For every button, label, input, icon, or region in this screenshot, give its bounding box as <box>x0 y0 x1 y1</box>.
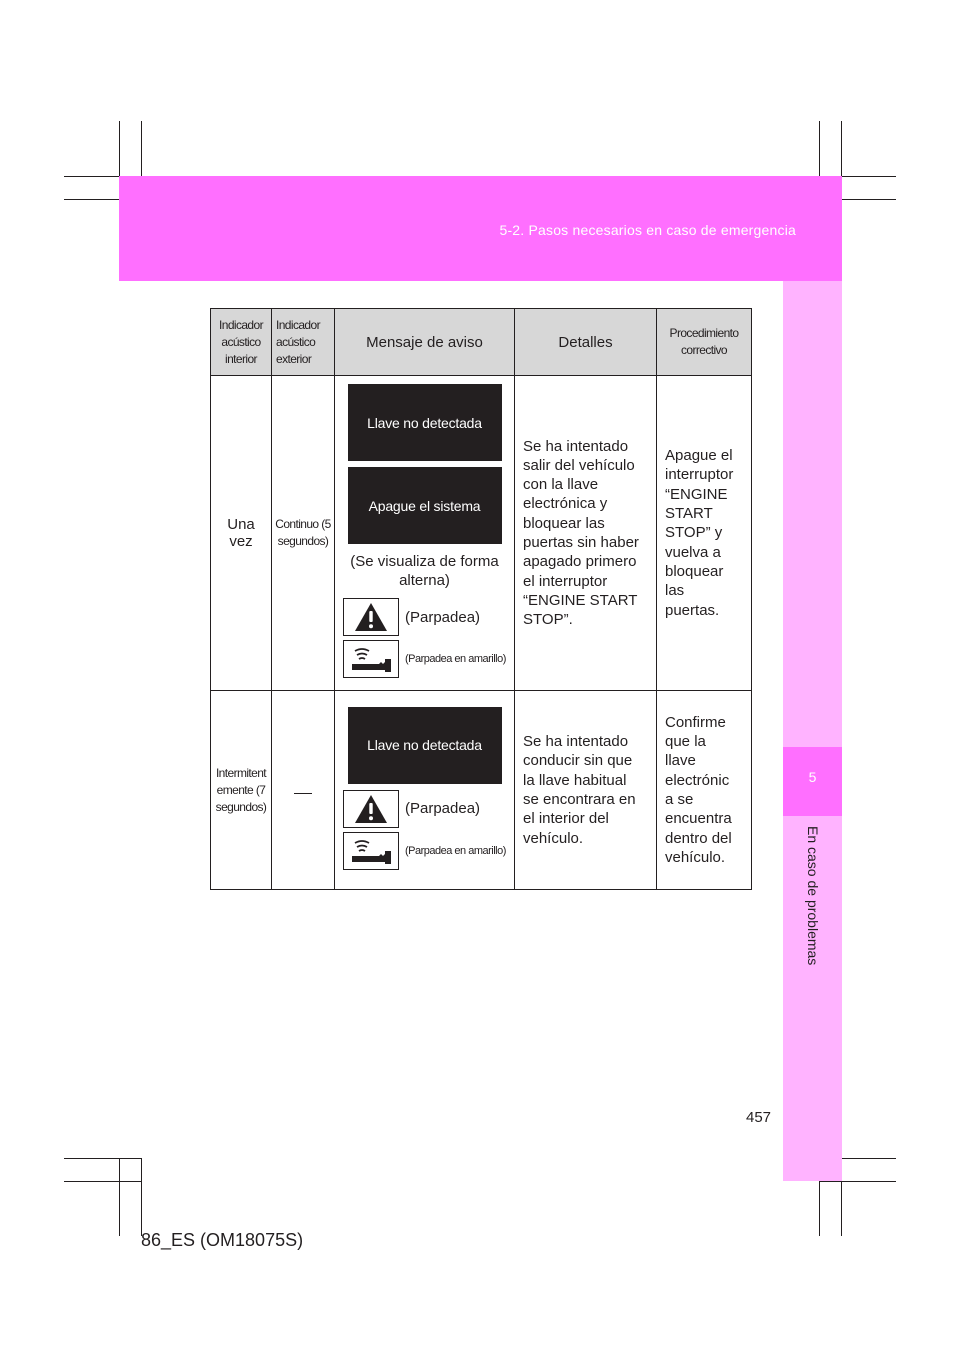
side-strip <box>783 281 842 1181</box>
header-exterior-buzzer: Indicador acústico exterior <box>272 309 335 376</box>
message-cell <box>335 376 515 691</box>
warning-indicator <box>343 598 514 636</box>
procedure-cell: Confirme que la llave electrónic a se encuentra dentro del vehículo. <box>657 691 752 890</box>
details-cell: Se ha intentado salir del vehículo con la llave electrónica y bloquear las puertas sin haber apagado primero el interruptor “ENGINE START STOP”. <box>515 376 657 691</box>
table-row <box>211 376 752 691</box>
warning-label: (Parpadea) <box>405 800 481 817</box>
footer-code: 86_ES (OM18075S) <box>141 1230 304 1250</box>
header-procedure: Procedimiento correctivo <box>657 309 752 376</box>
chapter-title: En caso de problemas <box>805 826 821 966</box>
warning-table <box>210 308 752 890</box>
key-label: (Parpadea en amarillo) <box>405 844 506 857</box>
display-key-not-detected: Llave no detectada <box>348 707 502 784</box>
crop-mark <box>64 1158 142 1159</box>
smart-key-icon <box>349 645 393 673</box>
crop-mark <box>819 1181 896 1182</box>
warning-label: (Parpadea) <box>405 608 481 626</box>
header-interior-buzzer: Indicador acústico interior <box>211 309 272 376</box>
alternate-note: (Se visualiza de forma alterna) <box>350 553 499 589</box>
interior-buzzer-cell: Una vez <box>211 376 272 691</box>
table-row <box>211 691 752 890</box>
details-cell: Se ha intentado conducir sin que la llave habitual se encontrara en el interior del vehículo. <box>515 691 657 890</box>
warning-indicator <box>343 790 514 828</box>
smart-key-icon <box>349 837 393 865</box>
display-turn-off-system: Apague el sistema <box>348 467 502 544</box>
page-number: 457 <box>746 1109 772 1126</box>
warning-triangle-icon <box>354 602 388 632</box>
display-key-not-detected: Llave no detectada <box>348 384 502 461</box>
chapter-number: 5 <box>808 769 817 785</box>
crop-mark <box>141 1158 142 1236</box>
key-indicator <box>343 640 514 678</box>
no-sound-dash <box>294 793 312 794</box>
section-title: 5-2. Pasos necesarios en caso de emergencia <box>499 222 796 238</box>
header-band <box>119 176 842 281</box>
key-label: (Parpadea en amarillo) <box>405 653 506 665</box>
key-indicator <box>343 832 514 870</box>
exterior-buzzer-cell: Continuo (5 segundos) <box>272 376 335 691</box>
interior-buzzer-cell: Intermitent emente (7 segundos) <box>211 691 272 890</box>
table-header-row <box>211 309 752 376</box>
message-cell <box>335 691 515 890</box>
chapter-tab <box>783 747 842 816</box>
crop-mark <box>119 1158 120 1236</box>
warning-triangle-icon <box>354 794 388 824</box>
exterior-buzzer-cell <box>272 691 335 890</box>
crop-mark <box>64 1181 142 1182</box>
header-details: Detalles <box>515 309 657 376</box>
procedure-cell: Apague el interruptor “ENGINE START STOP” y vuelva a bloquear las puertas. <box>657 376 752 691</box>
header-message: Mensaje de aviso <box>335 309 515 376</box>
